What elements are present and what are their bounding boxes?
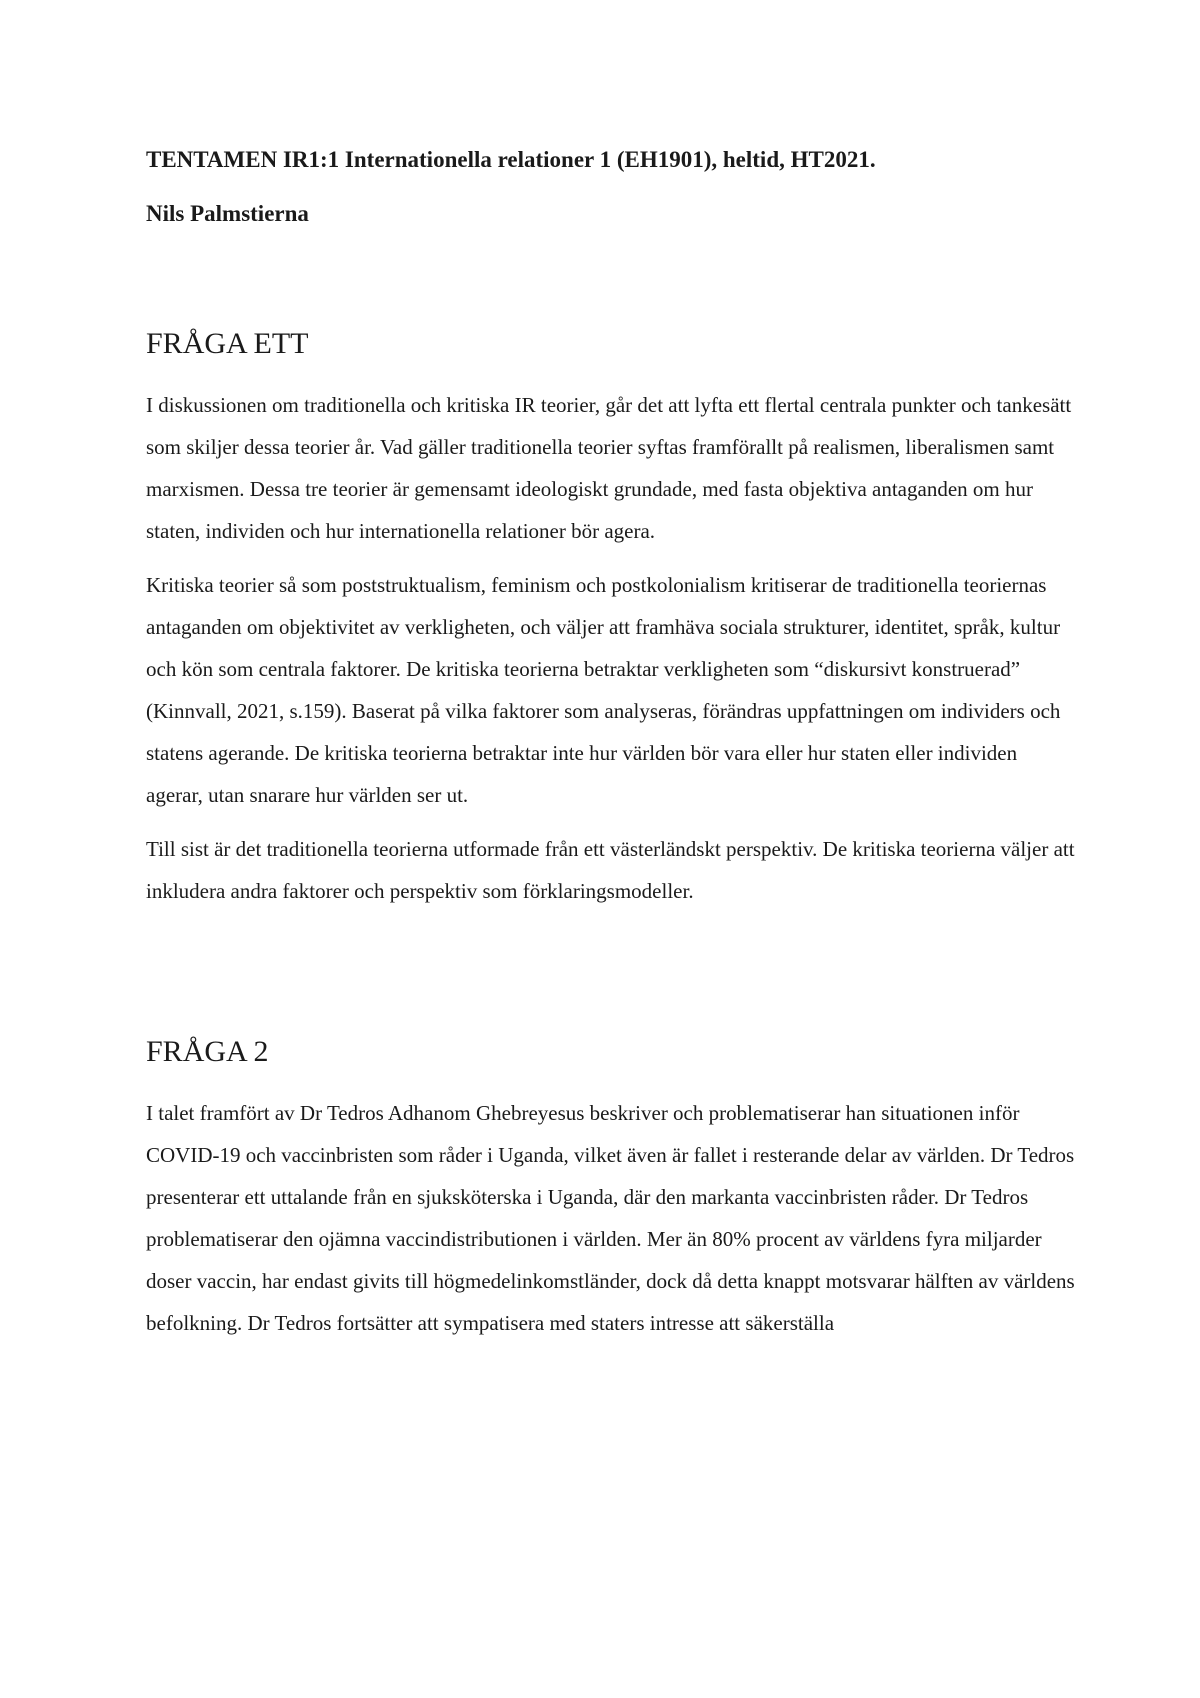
- section-heading-fraga-ett: FRÅGA ETT: [146, 327, 309, 360]
- author-name: Nils Palmstierna: [146, 201, 309, 226]
- document-body: [146, 144, 1076, 1344]
- document-title: TENTAMEN IR1:1 Internationella relationer 1 (EH1901), heltid, HT2021.: [146, 147, 876, 172]
- paragraph: I diskussionen om traditionella och kritiska IR teorier, går det att lyfta ett flertal centrala punkter och tankesätt som skiljer dessa teorier år. Vad gäller traditionella teorier syftas framförallt på realismen, liberalismen samt marxismen. Dessa tre teorier är gemensamt ideologiskt grundade, med fasta objektiva antaganden om hur staten, individen och hur internationella relationer bör agera.: [146, 393, 1072, 543]
- section-heading-fraga-2: FRÅGA 2: [146, 1035, 269, 1068]
- paragraph: I talet framfört av Dr Tedros Adhanom Ghebreyesus beskriver och problematiserar han situationen inför COVID-19 och vaccinbristen som råder i Uganda, vilket även är fallet i resterande delar av världen. Dr Tedros presenterar ett uttalande från en sjuksköterska i Uganda, där den markanta vaccinbristen råder. Dr Tedros problematiserar den ojämna vaccindistributionen i världen. Mer än 80% procent av världens fyra miljarder doser vaccin, har endast givits till högmedelinkomstländer, dock då detta knappt motsvarar hälften av världens befolkning. Dr Tedros fortsätter att sympatisera med staters intresse att säkerställa: [146, 1101, 1075, 1335]
- paragraph: Till sist är det traditionella teorierna utformade från ett västerländskt perspektiv. De kritiska teorierna väljer att inkludera andra faktorer och perspektiv som förklaringsmodeller.: [146, 837, 1075, 903]
- paragraph: Kritiska teorier så som poststruktualism, feminism och postkolonialism kritiserar de traditionella teoriernas antaganden om objektivitet av verkligheten, och väljer att framhäva sociala strukturer, identitet, språk, kultur och kön som centrala faktorer. De kritiska teorierna betraktar verkligheten som “diskursivt konstruerad” (Kinnvall, 2021, s.159). Baserat på vilka faktorer som analyseras, förändras uppfattningen om individers och statens agerande. De kritiska teorierna betraktar inte hur världen bör vara eller hur staten eller individen agerar, utan snarare hur världen ser ut.: [146, 573, 1061, 807]
